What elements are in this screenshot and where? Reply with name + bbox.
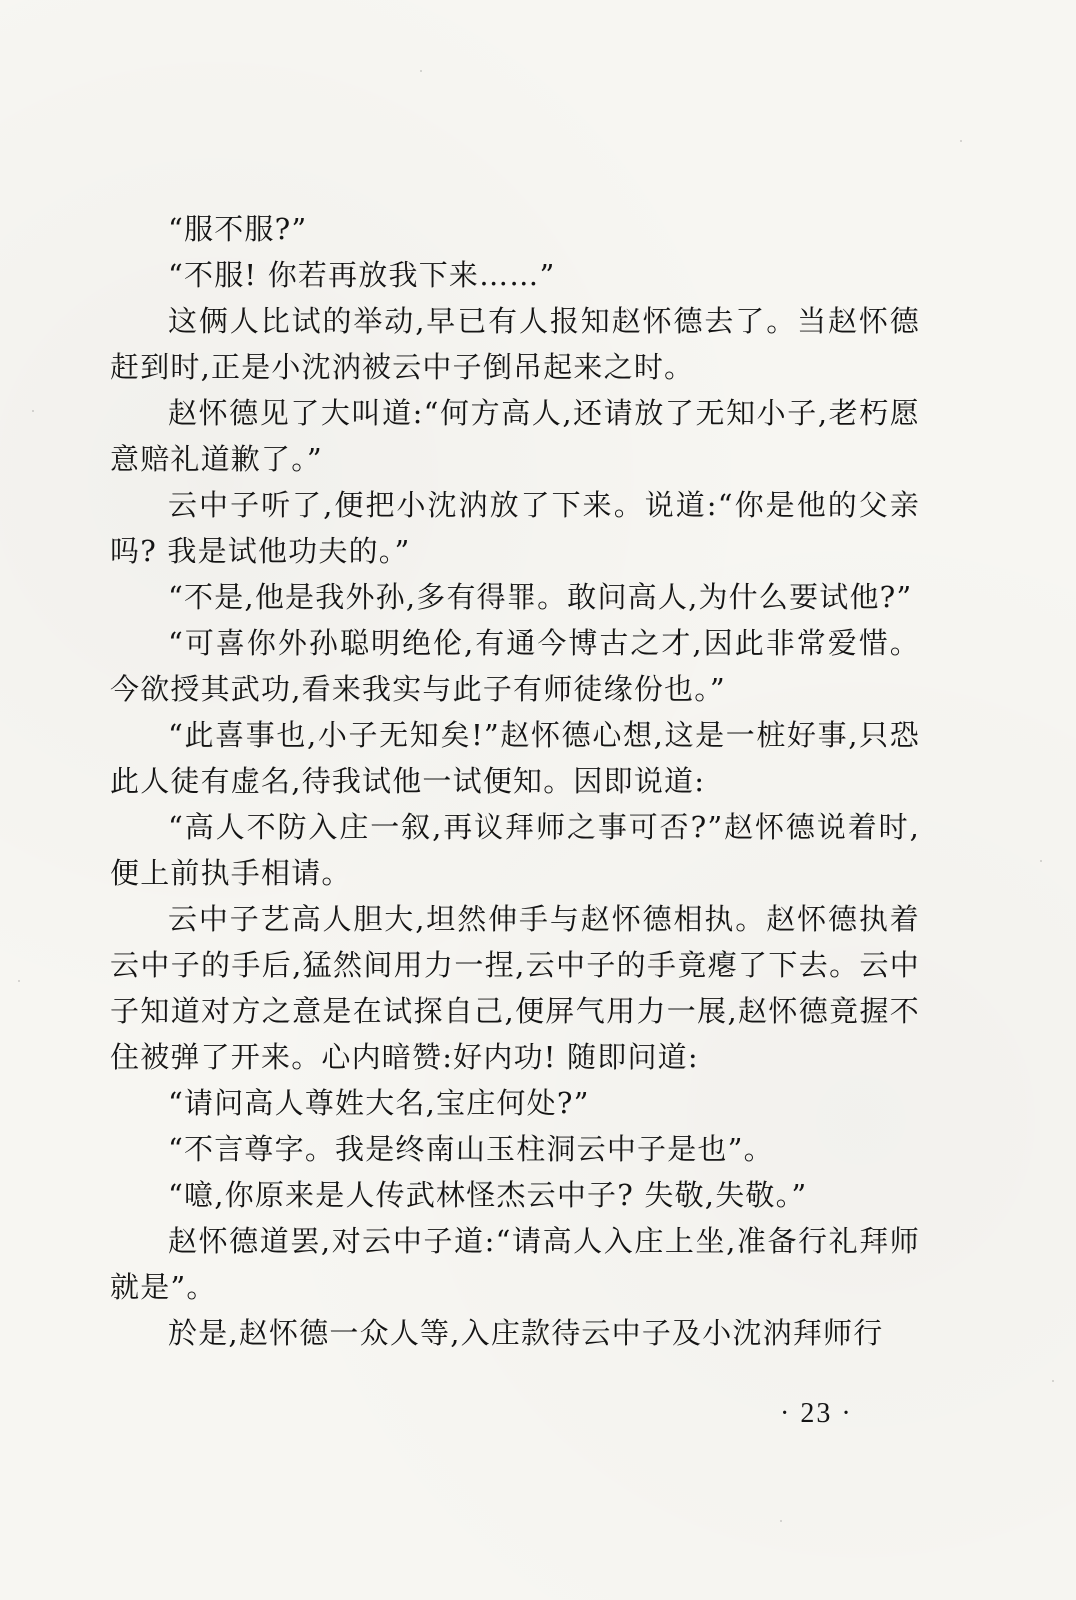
scan-speck bbox=[420, 70, 422, 72]
body-text bbox=[110, 206, 920, 1356]
scan-speck bbox=[18, 980, 20, 982]
paragraph-8: “此喜事也,小子无知矣!”赵怀德心想,这是一桩好事,只恐此人徒有虚名,待我试他一试便知。因即说道: bbox=[110, 718, 920, 798]
paragraph-13: “噫,你原来是人传武林怪杰云中子? 失敬,失敬。” bbox=[168, 1178, 808, 1212]
paragraph-4: 赵怀德见了大叫道:“何方高人,还请放了无知小子,老朽愿意赔礼道歉了。” bbox=[110, 396, 920, 476]
paragraph-12: “不言尊字。我是终南山玉柱洞云中子是也”。 bbox=[168, 1132, 774, 1166]
page-number: · 23 · bbox=[780, 1398, 853, 1429]
paragraph-11: “请问高人尊姓大名,宝庄何处?” bbox=[168, 1086, 590, 1120]
paragraph-5: 云中子听了,便把小沈汭放了下来。说道:“你是他的父亲吗? 我是试他功夫的。” bbox=[110, 488, 920, 568]
paragraph-2: “不服! 你若再放我下来……” bbox=[168, 258, 556, 292]
paragraph-3: 这俩人比试的举动,早已有人报知赵怀德去了。当赵怀德赶到时,正是小沈汭被云中子倒吊起来之时。 bbox=[110, 304, 920, 384]
paragraph-1: “服不服?” bbox=[168, 212, 308, 246]
scan-speck bbox=[1040, 860, 1042, 862]
scan-speck bbox=[960, 140, 962, 142]
paragraph-14: 赵怀德道罢,对云中子道:“请高人入庄上坐,准备行礼拜师就是”。 bbox=[110, 1224, 920, 1304]
paragraph-10: 云中子艺高人胆大,坦然伸手与赵怀德相执。赵怀德执着云中子的手后,猛然间用力一捏,云中子的手竟瘪了下去。云中子知道对方之意是在试探自己,便屏气用力一展,赵怀德竟握不住被弹了开来。心内暗赞:好内功! 随即问道: bbox=[110, 902, 920, 1074]
paragraph-7: “可喜你外孙聪明绝伦,有通今博古之才,因此非常爱惜。今欲授其武功,看来我实与此子有师徒缘份也。” bbox=[110, 626, 920, 706]
scan-speck bbox=[780, 1520, 782, 1522]
scan-speck bbox=[32, 410, 34, 412]
paragraph-6: “不是,他是我外孙,多有得罪。敢问高人,为什么要试他?” bbox=[168, 580, 913, 614]
paragraph-9: “高人不防入庄一叙,再议拜师之事可否?”赵怀德说着时,便上前执手相请。 bbox=[110, 810, 920, 890]
paragraph-15: 於是,赵怀德一众人等,入庄款待云中子及小沈汭拜师行 bbox=[168, 1316, 884, 1350]
scan-speck bbox=[1052, 1380, 1054, 1382]
